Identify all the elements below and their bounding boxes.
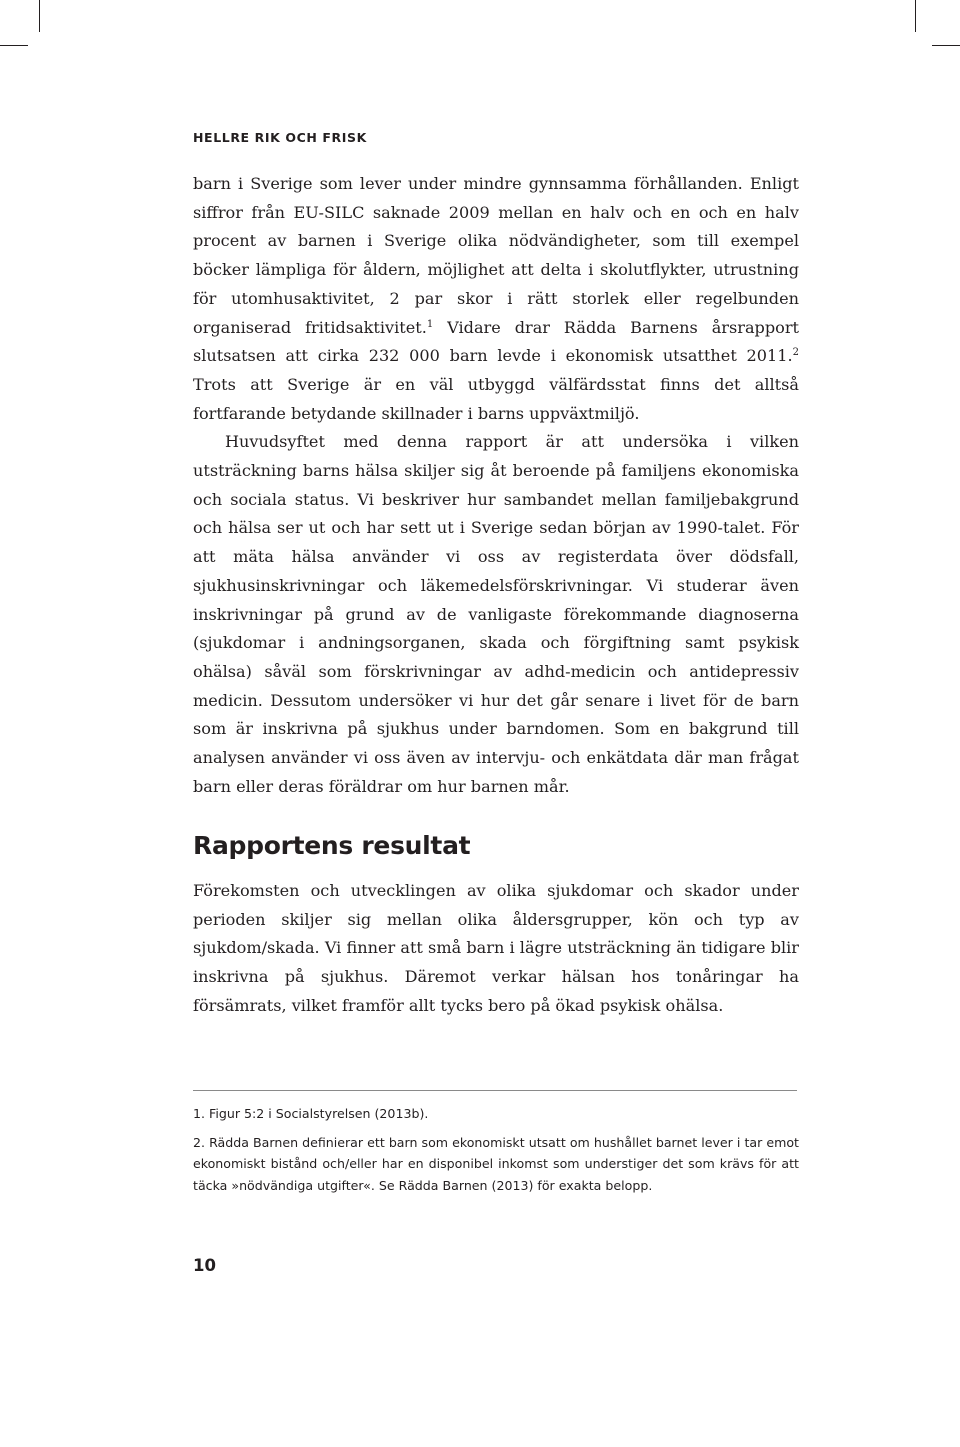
body-paragraph-1 [193, 170, 799, 428]
crop-mark-top-left-horizontal [0, 45, 28, 46]
body-paragraph-1-part-a: barn i Sverige som lever under mindre gynnsamma förhållanden. Enligt siffror från EU-SILC saknade 2009 mellan en halv och en och en halv procent av barnen i Sverige olika nödvändigheter, som till exempel böcker lämpliga för åldern, möjlighet att delta i skolutflykter, utrustning för utomhusaktivitet, 2 par skor i rätt storlek eller regelbunden organiserad fritidsaktivitet. [193, 174, 799, 337]
section-text [193, 877, 799, 1021]
footnote-divider [193, 1090, 797, 1091]
footnotes [193, 1103, 799, 1204]
footnote-2: 2. Rädda Barnen definierar ett barn som ekonomiskt utsatt om hushållet barnet lever i tar emot ekonomiskt bistånd och/eller har en disponibel inkomst som understiger det som krävs för att täcka »nödvändiga utgifter«. Se Rädda Barnen (2013) för exakta belopp. [193, 1135, 799, 1193]
crop-mark-top-right-horizontal [932, 45, 960, 46]
body-paragraph-2: Huvudsyftet med denna rapport är att undersöka i vilken utsträckning barns hälsa skiljer sig åt beroende på familjens ekonomiska och sociala status. Vi beskriver hur sambandet mellan familjebakgrund och hälsa ser ut och har sett ut i Sverige sedan början av 1990-talet. För att mäta hälsa använder vi oss av registerdata över dödsfall, sjukhusinskrivningar och läkemedelsförskrivningar. Vi studerar även inskrivningar på grund av de vanligaste förekommande diagnoserna (sjukdomar i andningsorganen, skada och förgiftning samt psykisk ohälsa) såväl som förskrivningar av adhd-medicin och antidepressiv medicin. Dessutom undersöker vi hur det går senare i livet för de barn som är inskrivna på sjukhus under barndomen. Som en bakgrund till analysen använder vi oss även av intervju- och enkätdata där man frågat barn eller deras föräldrar om hur barnen mår. [193, 432, 799, 796]
footnote-1: 1. Figur 5:2 i Socialstyrelsen (2013b). [193, 1106, 429, 1121]
body-paragraph-1-part-b: Vidare drar Rädda Barnens årsrapport slutsatsen att cirka 232 000 barn levde i ekonomisk utsatthet 2011. [193, 317, 799, 366]
section-paragraph-1: Förekomsten och utvecklingen av olika sjukdomar och skador under perioden skiljer sig mellan olika åldersgrupper, kön och typ av sjukdom/skada. Vi finner att små barn i lägre utsträckning än tidigare blir inskrivna på sjukhus. Däremot verkar hälsan hos tonåringar ha försämrats, vilket framför allt tycks bero på ökad psykisk ohälsa. [193, 881, 799, 1015]
page-number: 10 [193, 1256, 216, 1275]
body-text [193, 170, 799, 801]
section-heading: Rapportens resultat [193, 831, 471, 860]
crop-mark-top-right-vertical [915, 0, 916, 32]
crop-mark-top-left-vertical [39, 0, 40, 32]
footnote-ref-2[interactable]: 2 [792, 347, 799, 359]
footnote-ref-1[interactable]: 1 [426, 318, 434, 330]
running-head: HELLRE RIK OCH FRISK [193, 130, 367, 145]
body-paragraph-1-part-c: Trots att Sverige är en väl utbyggd välfärdsstat finns det alltså fortfarande betydande skillnader i barns uppväxtmiljö. [193, 374, 799, 423]
